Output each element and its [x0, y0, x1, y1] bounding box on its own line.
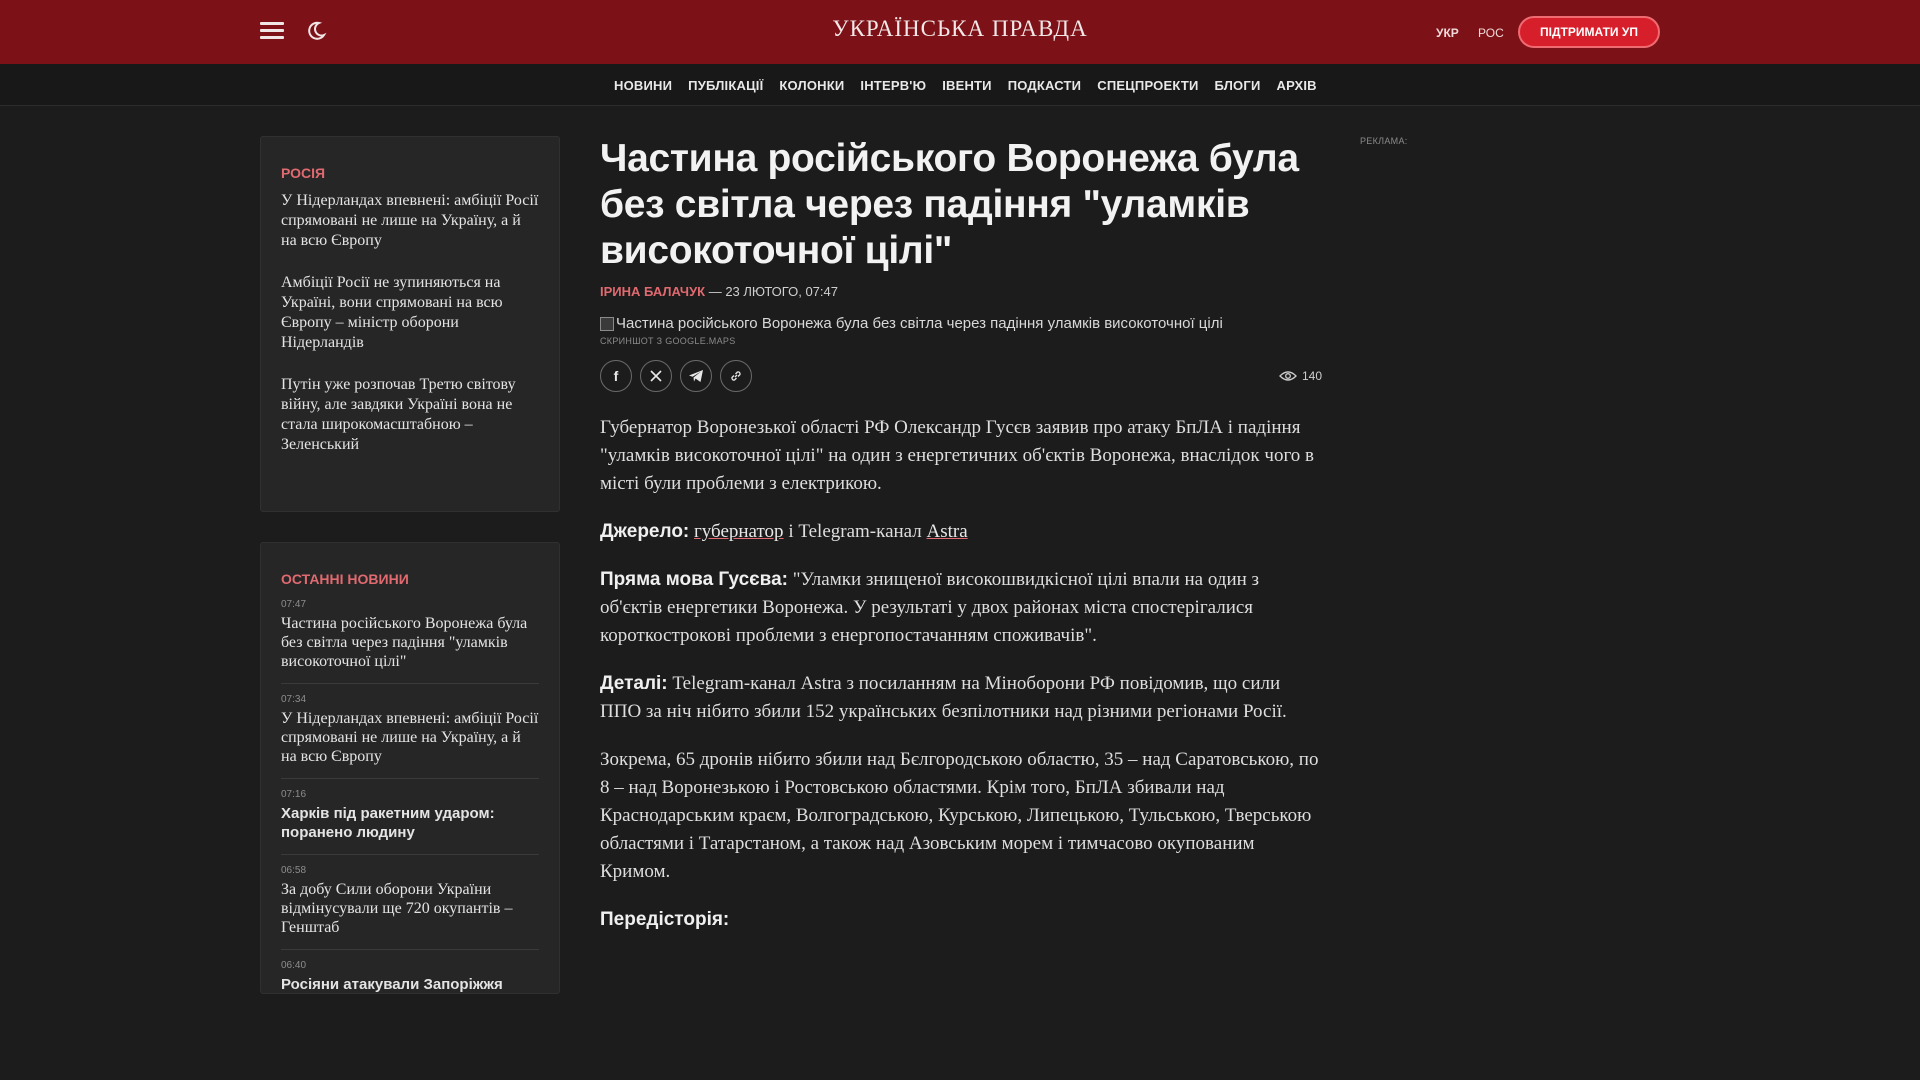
image-caption: СКРИНШОТ З GOOGLE.MAPS: [600, 336, 736, 346]
quote-text: "Уламки знищеної високошвидкісної цілі впали на один з об'єктів енергетики Воронежа. У результаті у двох районах міста спостерігалися короткострокові проблеми з енергопостачанням споживачів".: [600, 569, 1260, 646]
support-button[interactable]: ПІДТРИМАТИ УП: [1518, 16, 1660, 48]
nav-podcasts[interactable]: ПОДКАСТИ: [1007, 78, 1082, 93]
news-time: 06:58: [281, 865, 307, 876]
latest-news-box: [260, 542, 560, 994]
share-row: [600, 360, 1322, 394]
views-count: 140: [1301, 369, 1322, 383]
lang-ukr-link[interactable]: УКР: [1436, 26, 1459, 40]
background-paragraph: [600, 906, 1322, 934]
image-alt-text: Частина російського Воронежа була без світла через падіння уламків високоточної цілі: [616, 315, 1223, 332]
news-title: У Нідерландах впевнені: амбіції Росії спрямовані не лише на Україну, а й на всю Європу: [281, 710, 539, 765]
views-counter: [1279, 369, 1322, 383]
details-text: Telegram-канал Astra з посиланням на Міноборони РФ повідомив, що сили ППО за ніч нібито збили 152 українських безпілотники над різними регіонами Росії.: [600, 673, 1287, 722]
russia-item[interactable]: У Нідерландах впевнені: амбіції Росії спрямовані не лише на Україну, а й на всю Європу: [281, 192, 539, 249]
article-title: Частина російського Воронежа була без світла через падіння "уламків високоточної цілі": [600, 137, 1299, 272]
article-image: [600, 315, 1322, 332]
source-label: Джерело:: [600, 521, 690, 542]
russia-heading[interactable]: РОСІЯ: [281, 165, 326, 181]
x-share-button[interactable]: [640, 360, 672, 392]
russia-box: [260, 136, 560, 512]
source-link-governor[interactable]: губернатор: [694, 521, 784, 542]
main-nav: [0, 64, 1920, 106]
news-title: За добу Сили оборони України відмінусували ще 720 окупантів – Генштаб: [281, 881, 513, 936]
source-mid-text: і Telegram-канал: [783, 521, 927, 542]
publish-date: — 23 ЛЮТОГО, 07:47: [705, 284, 838, 299]
news-item[interactable]: [281, 855, 539, 950]
page-bottom-overlay: [0, 994, 1920, 1080]
nav-archive[interactable]: АРХІВ: [1276, 78, 1317, 93]
eye-icon: [1279, 370, 1297, 382]
news-title: Харків під ракетним ударом: поранено людину: [281, 805, 495, 841]
author-link[interactable]: ІРИНА БАЛАЧУК: [600, 284, 706, 299]
russia-item[interactable]: Путін уже розпочав Третю світову війну, але завдяки Україні вона не стала широкомасштабною – Зеленський: [281, 376, 516, 453]
ad-label: РЕКЛАМА:: [1360, 136, 1408, 146]
article: [600, 136, 1322, 996]
nav-interview[interactable]: ІНТЕРВ'Ю: [860, 78, 927, 93]
site-logo[interactable]: УКРАЇНСЬКА ПРАВДА: [832, 16, 1088, 41]
news-time: 07:47: [281, 599, 307, 610]
source-link-astra[interactable]: Astra: [926, 521, 968, 542]
menu-icon[interactable]: [260, 22, 284, 42]
background-label: Передісторія:: [600, 909, 730, 930]
broken-image-icon: [600, 317, 614, 331]
news-item[interactable]: [281, 589, 539, 684]
lang-ros-link[interactable]: РОС: [1478, 26, 1504, 40]
copy-link-button[interactable]: [720, 360, 752, 392]
nav-publications[interactable]: ПУБЛІКАЦІЇ: [688, 78, 764, 93]
news-item[interactable]: [281, 684, 539, 779]
news-item[interactable]: [281, 950, 539, 994]
nav-news[interactable]: НОВИНИ: [614, 78, 673, 93]
nav-blogs[interactable]: БЛОГИ: [1214, 78, 1261, 93]
article-paragraph: Губернатор Воронезької області РФ Олександр Гусєв заявив про атаку БпЛА і падіння "уламків високоточної цілі" на один з енергетичних об'єктів Воронежа, внаслідок чого в місті були проблеми з електрикою.: [600, 417, 1315, 494]
latest-news-heading[interactable]: ОСТАННІ НОВИНИ: [281, 571, 409, 587]
source-paragraph: [600, 518, 1322, 546]
article-paragraph: Зокрема, 65 дронів нібито збили над Бєлгородською областю, 35 – над Саратовською, по 8 – над Воронезькою і Ростовською областями. Крім того, БпЛА збивали над Краснодарським краєм, Волгоградською, Курською, Липецькою, Тульською, Тверською областями і Татарстаном, а також над Азовським морем і тимчасово окупованим Кримом.: [600, 749, 1319, 882]
news-time: 07:16: [281, 789, 307, 800]
news-time: 06:40: [281, 960, 307, 971]
news-title: Частина російського Воронежа була без світла через падіння "уламків високоточної цілі": [281, 615, 528, 670]
news-item[interactable]: [281, 779, 539, 855]
news-title: Росіяни атакували Запоріжжя: [281, 976, 503, 993]
russia-item[interactable]: Амбіції Росії не зупиняються на Україні, вони спрямовані на всю Європу – міністр оборони Нідерландів: [281, 274, 503, 351]
nav-columns[interactable]: КОЛОНКИ: [779, 78, 845, 93]
dark-mode-icon[interactable]: [305, 20, 327, 42]
details-paragraph: [600, 670, 1322, 726]
telegram-icon: [688, 369, 704, 383]
nav-events[interactable]: ІВЕНТИ: [942, 78, 992, 93]
link-icon: [729, 369, 743, 383]
nav-special-projects[interactable]: СПЕЦПРОЕКТИ: [1097, 78, 1199, 93]
telegram-share-button[interactable]: [680, 360, 712, 392]
quote-label: Пряма мова Гусєва:: [600, 569, 788, 590]
details-label: Деталі:: [600, 673, 668, 694]
quote-paragraph: [600, 566, 1322, 650]
facebook-share-button[interactable]: [600, 360, 632, 392]
facebook-icon: f: [613, 368, 619, 384]
news-time: 07:34: [281, 694, 307, 705]
x-icon: [649, 369, 663, 383]
byline: [600, 284, 1322, 299]
top-header: [0, 0, 1920, 64]
